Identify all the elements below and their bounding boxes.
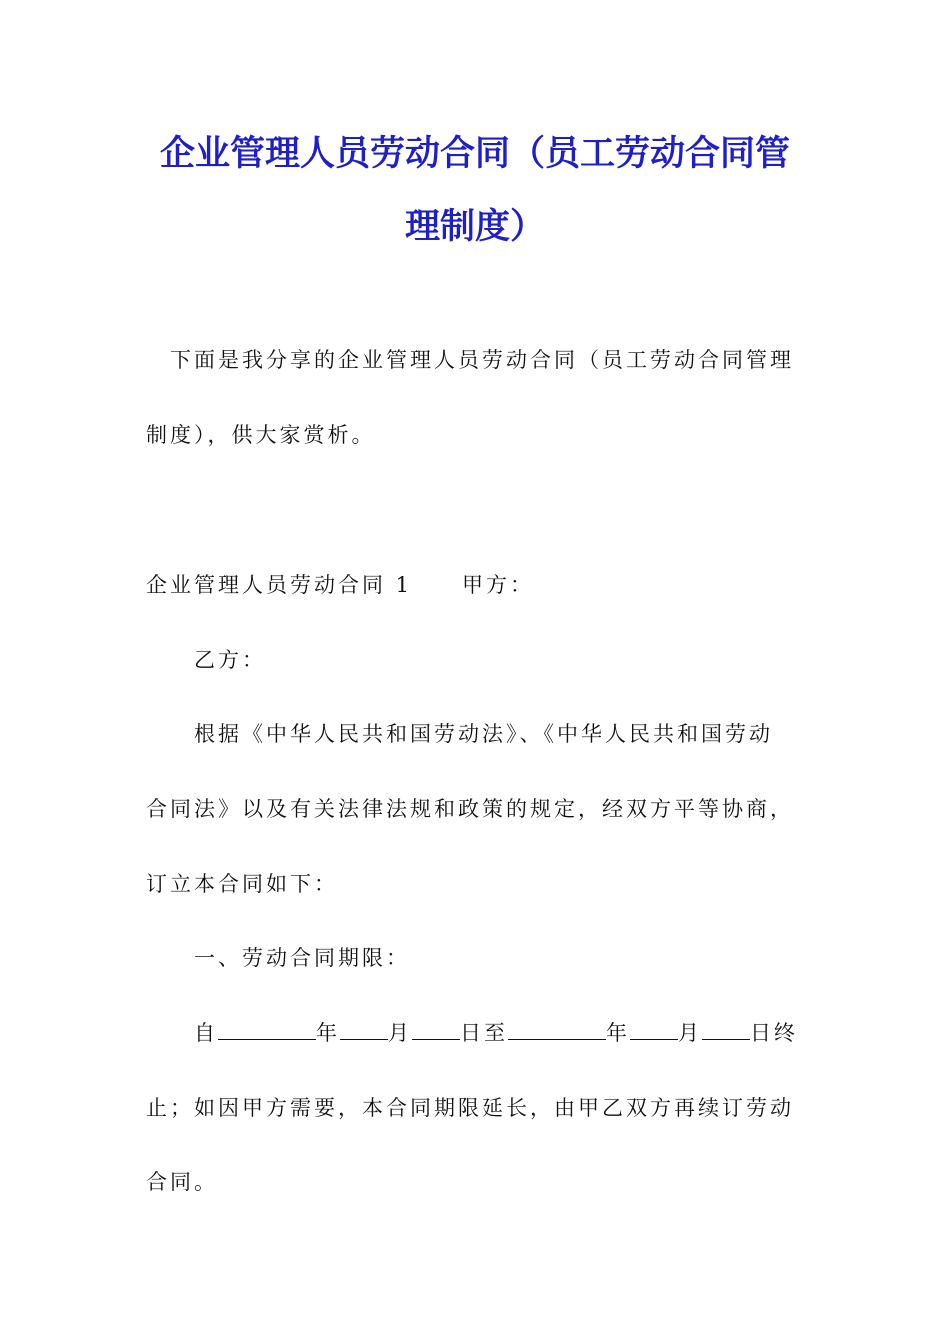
term-month-1: 月 <box>388 1021 412 1045</box>
document-title-line-2: 理制度） <box>404 207 545 247</box>
term-day-to: 日至 <box>460 1021 508 1045</box>
month-blank-1 <box>340 1019 388 1040</box>
day-blank-1 <box>412 1019 460 1040</box>
term-month-2: 月 <box>678 1021 702 1045</box>
term-day-end: 日终 <box>750 1021 798 1045</box>
month-blank-2 <box>630 1019 678 1040</box>
term-line-2: 止；如因甲方需要，本合同期限延长，由甲乙双方再续订劳动 <box>146 1096 794 1120</box>
document-title-line-1: 企业管理人员劳动合同（员工劳动合同管 <box>159 134 790 174</box>
term-year-1: 年 <box>316 1021 340 1045</box>
term-line-3: 合同。 <box>146 1170 218 1194</box>
contract-heading-line <box>146 571 534 599</box>
year-blank-1 <box>218 1019 316 1040</box>
basis-paragraph-line-3: 订立本合同如下： <box>146 872 338 896</box>
basis-paragraph-line-2: 合同法》以及有关法律法规和政策的规定，经双方平等协商， <box>146 797 794 821</box>
party-b-label: 乙方： <box>194 648 266 672</box>
intro-paragraph-line-2: 制度），供大家赏析。 <box>146 423 376 447</box>
term-from: 自 <box>194 1021 218 1045</box>
year-blank-2 <box>508 1019 606 1040</box>
day-blank-2 <box>702 1019 750 1040</box>
basis-paragraph-line-1: 根据《中华人民共和国劳动法》、《中华人民共和国劳动 <box>194 722 773 746</box>
party-a-label: 甲方： <box>462 573 535 597</box>
term-year-2: 年 <box>606 1021 630 1045</box>
intro-paragraph-line-1: 下面是我分享的企业管理人员劳动合同（员工劳动合同管理 <box>170 348 794 372</box>
contract-heading: 企业管理人员劳动合同 1 <box>146 573 413 597</box>
section-1-heading: 一、劳动合同期限： <box>194 946 410 970</box>
term-line-1 <box>194 1019 798 1047</box>
